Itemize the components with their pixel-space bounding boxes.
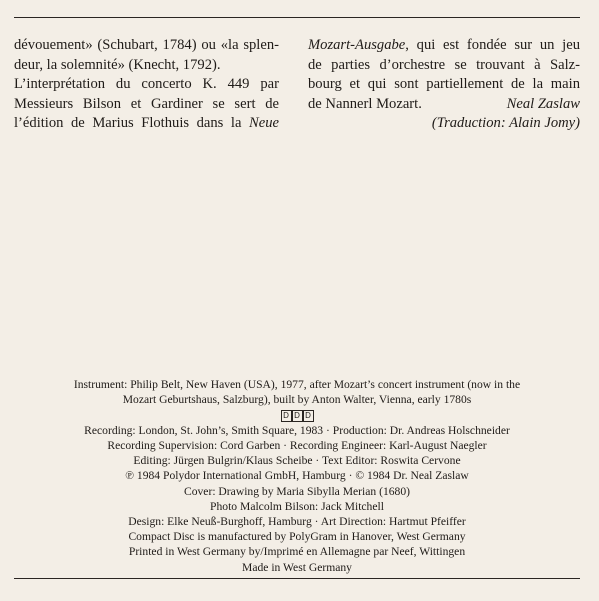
text-line: deur, la solemnité» (Knecht, 1792).: [14, 56, 221, 73]
text-line: de parties d’orchestre se trouvant à Salz-: [308, 56, 580, 73]
instrument-credit-line: Instrument: Philip Belt, New Haven (USA), 1977, after Mozart’s concert instrument (now in the: [73, 378, 521, 391]
editing-credit: Editing: Jürgen Bulgrin/Klaus Scheibe · Text Editor: Roswita Cervone: [133, 454, 461, 468]
credits-block: [14, 377, 580, 575]
author-signature: Neal Zaslaw: [506, 95, 580, 112]
left-text-column: [14, 36, 279, 134]
top-rule: [14, 17, 580, 18]
supervision-credit: Recording Supervision: Cord Garben · Recording Engineer: Karl-August Naegler: [107, 438, 487, 452]
translator-credit: (Traduction: Alain Jomy): [431, 115, 580, 131]
text-line: [14, 114, 279, 134]
right-text-column: [308, 36, 580, 134]
ddd-box: D: [292, 410, 303, 422]
text-line: L’interprétation du concerto K. 449 par: [14, 76, 279, 92]
ddd-badge: [14, 407, 580, 422]
text-plain: l’édition de Marius Flothuis dans la: [14, 115, 249, 131]
ddd-box: D: [281, 410, 292, 422]
text-italic: Neue: [249, 115, 279, 131]
text-italic: Mozart-Ausgabe: [308, 37, 406, 53]
text-plain: , qui est fondée sur un jeu: [405, 37, 580, 53]
design-credit: Design: Elke Neuß-Burghoff, Hamburg · Art Direction: Hartmut Pfeiffer: [128, 514, 466, 528]
text-line: [308, 36, 580, 56]
text-line: bourg et qui sont partiellement de la main: [308, 76, 580, 92]
cover-credit: Cover: Drawing by Maria Sibylla Merian (1680): [183, 484, 411, 498]
text-line: de Nannerl Mozart.: [308, 95, 422, 112]
text-line: Messieurs Bilson et Gardiner se sert de: [14, 95, 279, 112]
bottom-rule: [14, 578, 580, 579]
recording-credit: Recording: London, St. John’s, Smith Square, 1983 · Production: Dr. Andreas Holschneider: [84, 423, 510, 437]
instrument-credit-line: Mozart Geburtshaus, Salzburg), built by Anton Walter, Vienna, early 1780s: [122, 393, 472, 407]
made-in-line: Made in West Germany: [242, 560, 352, 574]
ddd-box: D: [303, 410, 314, 422]
photo-credit: Photo Malcolm Bilson: Jack Mitchell: [210, 499, 384, 513]
manufacture-line: Compact Disc is manufactured by PolyGram in Hanover, West Germany: [128, 530, 466, 544]
printer-line: Printed in West Germany by/Imprimé en Allemagne par Neef, Wittingen: [128, 545, 466, 559]
text-line-with-signature: [308, 95, 580, 115]
copyright-line: ℗ 1984 Polydor International GmbH, Hamburg · © 1984 Dr. Neal Zaslaw: [125, 469, 469, 483]
text-line: dévouement» (Schubart, 1784) ou «la splen-: [14, 37, 279, 53]
